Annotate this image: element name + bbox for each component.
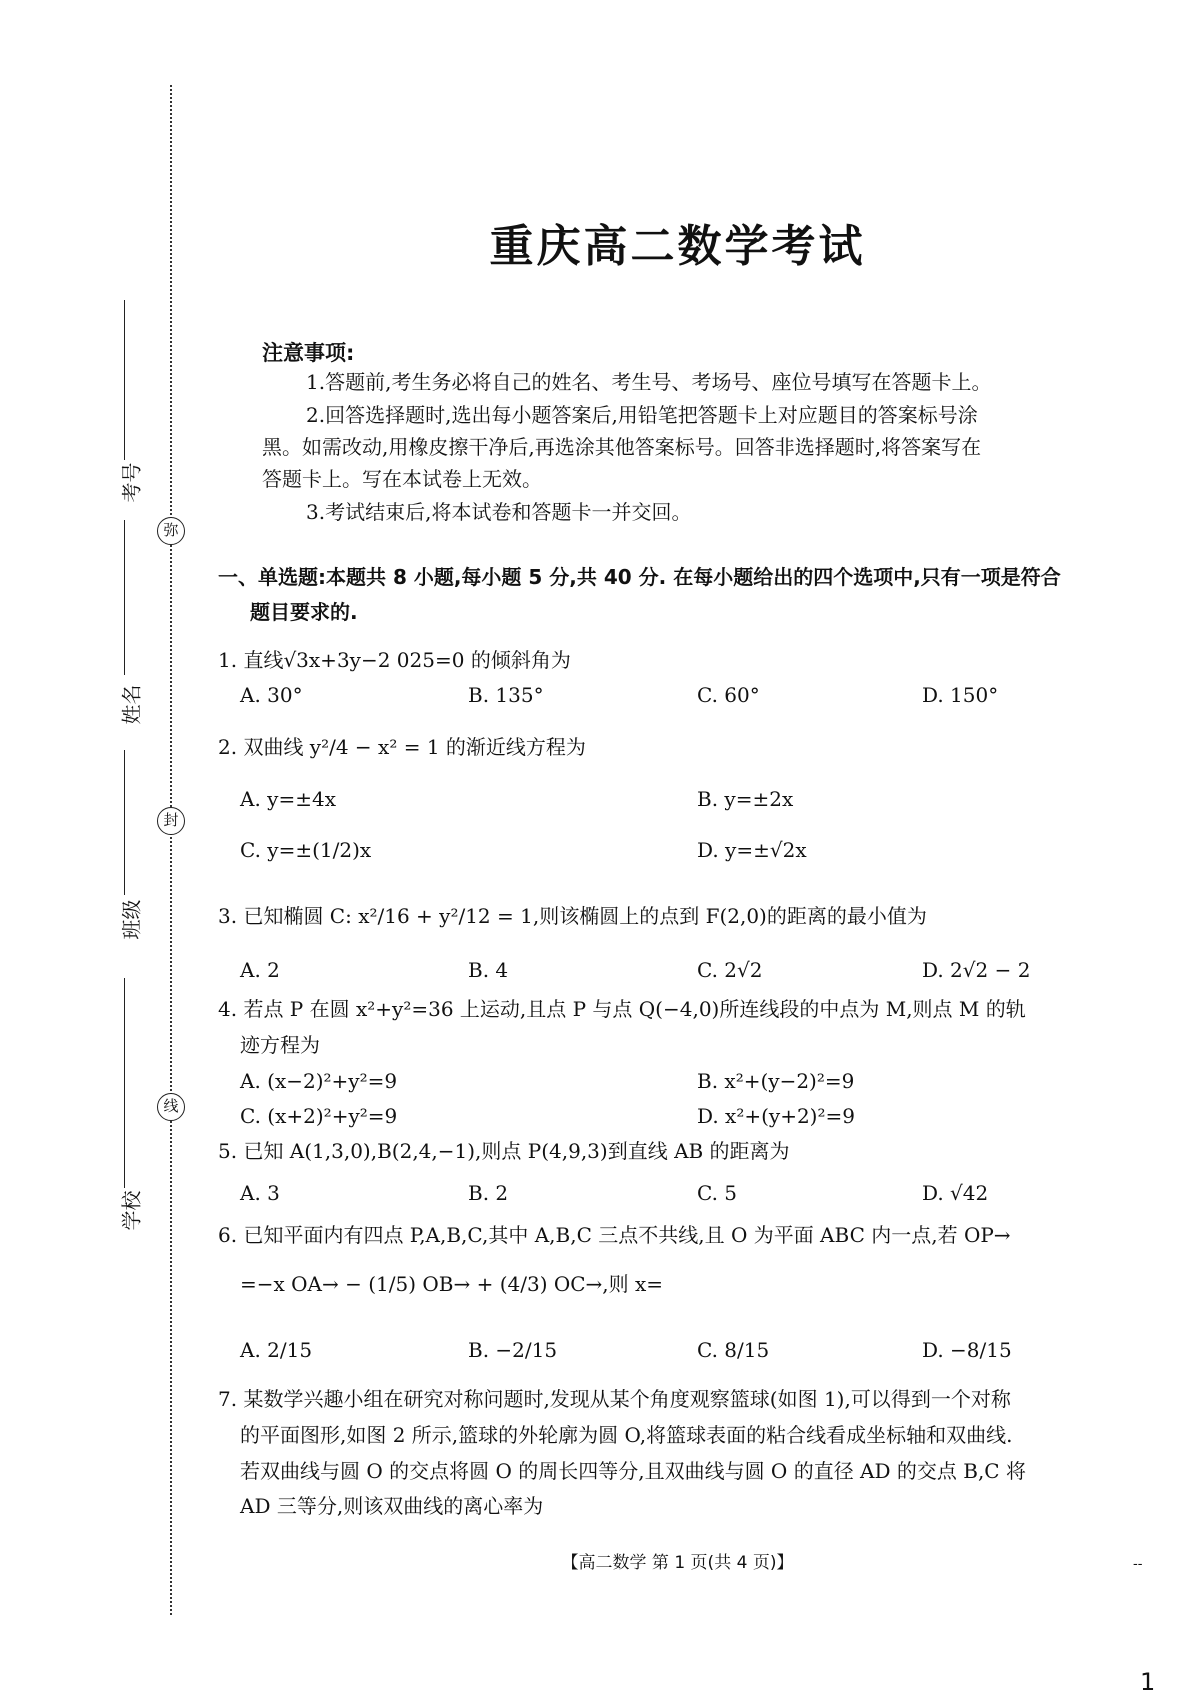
question-2-stem: 2. 双曲线 y²/4 − x² = 1 的渐近线方程为 <box>218 735 586 759</box>
q1-option-c: C. 60° <box>697 683 760 707</box>
q3-option-b: B. 4 <box>468 958 509 982</box>
question-5-stem: 5. 已知 A(1,3,0),B(2,4,−1),则点 P(4,9,3)到直线 AB 的距离为 <box>218 1139 790 1163</box>
notice-heading: 注意事项: <box>262 341 355 365</box>
question-7-line: 7. 某数学兴趣小组在研究对称问题时,发现从某个角度观察篮球(如图 1),可以得到一个对称 <box>218 1387 1011 1411</box>
q1-option-a: A. 30° <box>240 683 303 707</box>
notice-line: 2.回答选择题时,选出每小题答案后,用铅笔把答题卡上对应题目的答案标号涂 <box>306 403 978 427</box>
q1-option-d: D. 150° <box>922 683 999 707</box>
field-label: 学校 <box>119 1190 144 1231</box>
q4-option-c: C. (x+2)²+y²=9 <box>240 1104 398 1128</box>
q6-option-a: A. 2/15 <box>240 1338 313 1362</box>
question-4-stem-cont: 迹方程为 <box>240 1033 320 1057</box>
field-line <box>124 520 125 675</box>
q6-option-d: D. −8/15 <box>922 1338 1012 1362</box>
notice-line: 3.考试结束后,将本试卷和答题卡一并交回。 <box>306 500 692 524</box>
q4-option-a: A. (x−2)²+y²=9 <box>240 1069 398 1093</box>
seal-mi: 弥 <box>157 517 185 545</box>
question-6-stem: 6. 已知平面内有四点 P,A,B,C,其中 A,B,C 三点不共线,且 O 为平面 ABC 内一点,若 OP→ <box>218 1223 1011 1247</box>
page-footer: 【高二数学 第 1 页(共 4 页)】 <box>561 1553 794 1573</box>
question-6-stem-cont: =−x OA→ − (1/5) OB→ + (4/3) OC→,则 x= <box>240 1272 664 1296</box>
q5-option-d: D. √42 <box>922 1181 989 1205</box>
field-line <box>124 750 125 895</box>
page-title: 重庆高二数学考试 <box>489 221 866 272</box>
q4-option-b: B. x²+(y−2)²=9 <box>697 1069 855 1093</box>
seal-feng: 封 <box>157 807 185 835</box>
q5-option-b: B. 2 <box>468 1181 509 1205</box>
question-7-line: 若双曲线与圆 O 的交点将圆 O 的周长四等分,且双曲线与圆 O 的直径 AD 的交点 B,C 将 <box>240 1459 1026 1483</box>
section-heading: 一、单选题:本题共 8 小题,每小题 5 分,共 40 分. 在每小题给出的四个选项中,只有一项是符合 <box>218 565 1061 589</box>
field-label: 考号 <box>119 462 144 503</box>
q2-option-b: B. y=±2x <box>697 787 794 811</box>
q3-option-a: A. 2 <box>240 958 280 982</box>
q4-option-d: D. x²+(y+2)²=9 <box>697 1104 855 1128</box>
q2-option-d: D. y=±√2x <box>697 838 807 862</box>
question-3-stem: 3. 已知椭圆 C: x²/16 + y²/12 = 1,则该椭圆上的点到 F(2,0)的距离的最小值为 <box>218 904 927 928</box>
notice-line: 答题卡上。写在本试卷上无效。 <box>262 467 542 491</box>
q2-option-a: A. y=±4x <box>240 787 336 811</box>
q3-option-c: C. 2√2 <box>697 958 763 982</box>
q2-option-c: C. y=±(1/2)x <box>240 838 372 862</box>
page-number: 1 <box>1140 1668 1156 1696</box>
field-line <box>124 978 125 1188</box>
question-1-stem: 1. 直线√3x+3y−2 025=0 的倾斜角为 <box>218 648 571 672</box>
field-line <box>124 300 125 460</box>
question-7-line: AD 三等分,则该双曲线的离心率为 <box>240 1494 544 1518</box>
question-4-stem: 4. 若点 P 在圆 x²+y²=36 上运动,且点 P 与点 Q(−4,0)所连线段的中点为 M,则点 M 的轨 <box>218 997 1026 1021</box>
q5-option-a: A. 3 <box>240 1181 280 1205</box>
notice-line: 1.答题前,考生务必将自己的姓名、考生号、考场号、座位号填写在答题卡上。 <box>306 370 992 394</box>
question-7-line: 的平面图形,如图 2 所示,篮球的外轮廓为圆 O,将篮球表面的粘合线看成坐标轴和双曲线. <box>240 1423 1013 1447</box>
seal-xian: 线 <box>157 1093 185 1121</box>
q1-option-b: B. 135° <box>468 683 544 707</box>
q5-option-c: C. 5 <box>697 1181 738 1205</box>
notice-line: 黑。如需改动,用橡皮擦干净后,再选涂其他答案标号。回答非选择题时,将答案写在 <box>262 435 982 459</box>
q6-option-c: C. 8/15 <box>697 1338 770 1362</box>
q3-option-d: D. 2√2 − 2 <box>922 958 1031 982</box>
field-label: 姓名 <box>119 684 144 725</box>
binding-dotted-line <box>170 85 172 1615</box>
field-label: 班级 <box>119 899 144 940</box>
section-heading-cont: 题目要求的. <box>250 600 358 624</box>
q6-option-b: B. −2/15 <box>468 1338 558 1362</box>
footer-mark: -- <box>1133 1556 1143 1572</box>
